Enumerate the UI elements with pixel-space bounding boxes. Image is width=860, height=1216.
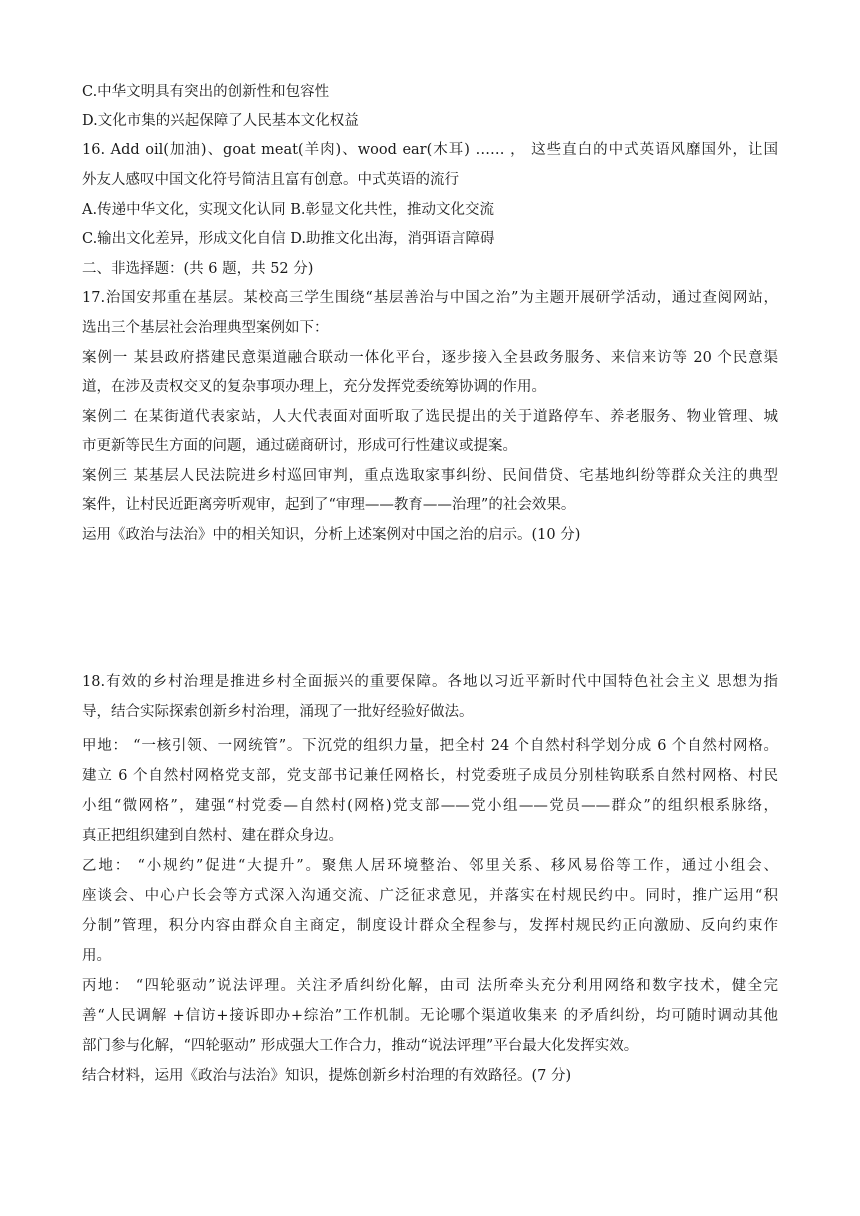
q15-option-c: C.中华文明具有突出的创新性和包容性 xyxy=(82,84,330,100)
q16-options-ab: A.传递中华文化，实现文化认同 B.彰显文化共性，推动文化交流 xyxy=(82,202,494,218)
q17-case2-line1: 案例二 在某街道代表家站，人大代表面对面听取了选民提出的关于道路停车、养老服务、物业管理、城 xyxy=(82,409,778,425)
q18-question: 结合材料，运用《政治与法治》知识，提炼创新乡村治理的有效路径。(7 分) xyxy=(82,1068,572,1084)
q15-option-d: D.文化市集的兴起保障了人民基本文化权益 xyxy=(82,113,359,129)
q16-options-cd: C.输出文化差异，形成文化自信 D.助推文化出海，消弭语言障碍 xyxy=(82,231,495,247)
q17-case3-line1: 案例三 某基层人民法院进乡村巡回审判，重点选取家事纠纷、民间借贷、宅基地纠纷等群众关注的典型 xyxy=(82,468,778,484)
q17-line1: 17.治国安邦重在基层。某校高三学生围绕“基层善治与中国之治”为主题开展研学活动，通过查阅网站， xyxy=(82,290,778,306)
q17-line2: 选出三个基层社会治理典型案例如下： xyxy=(82,320,329,336)
q18-yi-line2: 座谈会、中心户长会等方式深入沟通交流、广泛征求意见，并落实在村规民约中。同时，推广运用“积 xyxy=(82,888,778,904)
q18-jia-line3: 小组“微网格”，建强“村党委—自然村(网格)党支部——党小组——党员——群众”的组织根系脉络， xyxy=(82,798,778,814)
q18-jia-line4: 真正把组织建到自然村、建在群众身边。 xyxy=(82,828,343,844)
q17-case3-line2: 案件，让村民近距离旁听观审，起到了“审理——教育——治理”的社会效果。 xyxy=(82,497,576,513)
q18-bing-line1: 丙地： “四轮驱动”说法评理。关注矛盾纠纷化解，由司 法所牵头充分利用网络和数字技术，健全完 xyxy=(82,978,778,994)
q16-stem-line2: 外友人感叹中国文化符号简洁且富有创意。中式英语的流行 xyxy=(82,172,459,188)
q18-line1: 18.有效的乡村治理是推进乡村全面振兴的重要保障。各地以习近平新时代中国特色社会主义 思想为指 xyxy=(82,674,778,690)
q16-stem-line1: 16. Add oil(加油)、goat meat(羊肉)、wood ear(木耳) …… ， 这些直白的中式英语风靡国外，让国 xyxy=(82,142,778,158)
q18-jia-line2: 建立 6 个自然村网格党支部，党支部书记兼任网格长，村党委班子成员分别桂钩联系自然村网格、村民 xyxy=(82,768,778,784)
q17-question: 运用《政治与法治》中的相关知识，分析上述案例对中国之治的启示。(10 分) xyxy=(82,527,581,543)
q18-jia-line1: 甲地： “一核引领、一网统管”。下沉党的组织力量，把全村 24 个自然村科学划分成 6 个自然村网格。 xyxy=(82,738,778,754)
q18-bing-line2: 善“人民调解 +信访+接诉即办+综治”工作机制。无论哪个渠道收集来 的矛盾纠纷，均可随时调动其他 xyxy=(82,1008,778,1024)
q17-case1-line2: 道，在涉及责权交叉的复杂事项办理上，充分发挥党委统筹协调的作用。 xyxy=(82,379,546,395)
q18-line2: 导，结合实际探索创新乡村治理，涌现了一批好经验好做法。 xyxy=(82,704,474,720)
section2-title: 二、非选择题：(共 6 题，共 52 分) xyxy=(82,261,314,277)
q17-case1-line1: 案例一 某县政府搭建民意渠道融合联动一体化平台，逐步接入全县政务服务、来信来访等 20 个民意渠 xyxy=(82,350,778,366)
q18-yi-line1: 乙地： “小规约”促进“大提升”。聚焦人居环境整治、邻里关系、移风易俗等工作，通过小组会、 xyxy=(82,858,778,874)
q17-case2-line2: 市更新等民生方面的问题，通过磋商研讨，形成可行性建议或提案。 xyxy=(82,438,517,454)
q18-yi-line3: 分制”管理，积分内容由群众自主商定，制度设计群众全程参与，发挥村规民约正向激励、反向约束作 xyxy=(82,918,778,934)
q18-yi-line4: 用。 xyxy=(82,948,111,964)
q18-bing-line3: 部门参与化解，“四轮驱动” 形成强大工作合力，推动“说法评理”平台最大化发挥实效。 xyxy=(82,1038,639,1054)
